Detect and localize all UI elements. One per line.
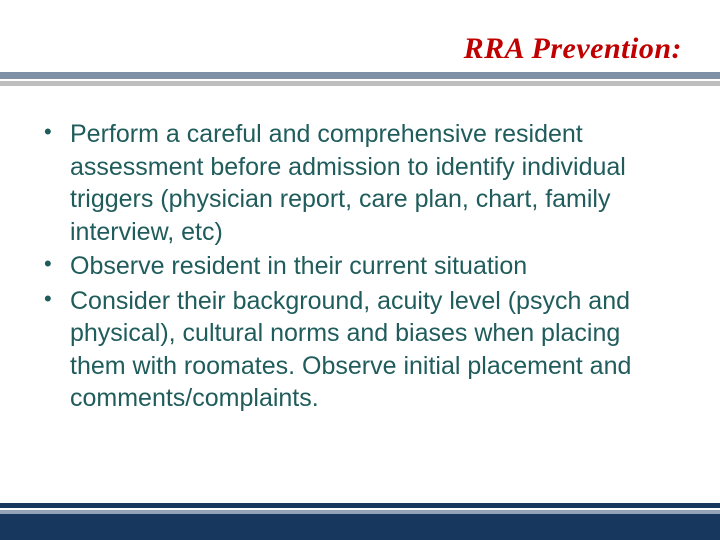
bullet-text: Observe resident in their current situation (70, 252, 528, 280)
slide-body (0, 86, 720, 503)
list-item (40, 285, 660, 415)
footer-stripe-navy-bottom (0, 514, 720, 540)
bullet-text: Perform a careful and comprehensive resident assessment before admission to identify individual triggers (physician report, care plan, chart, family interview, etc) (70, 120, 626, 246)
bullet-icon: • (44, 251, 52, 276)
bullet-icon: • (44, 285, 52, 311)
bullet-list (40, 118, 660, 415)
bullet-text: Consider their background, acuity level (psych and physical), cultural norms and biases when placing them with roomates. Observe initial placement and comments/complaints. (70, 286, 632, 412)
title-divider-stripes (0, 72, 720, 86)
stripe-blue (0, 72, 720, 79)
list-item (40, 118, 660, 248)
bullet-icon: • (44, 119, 52, 144)
list-item (40, 250, 660, 283)
footer-bar (0, 503, 720, 540)
title-area (0, 0, 720, 72)
slide-title: RRA Prevention: (463, 32, 682, 65)
